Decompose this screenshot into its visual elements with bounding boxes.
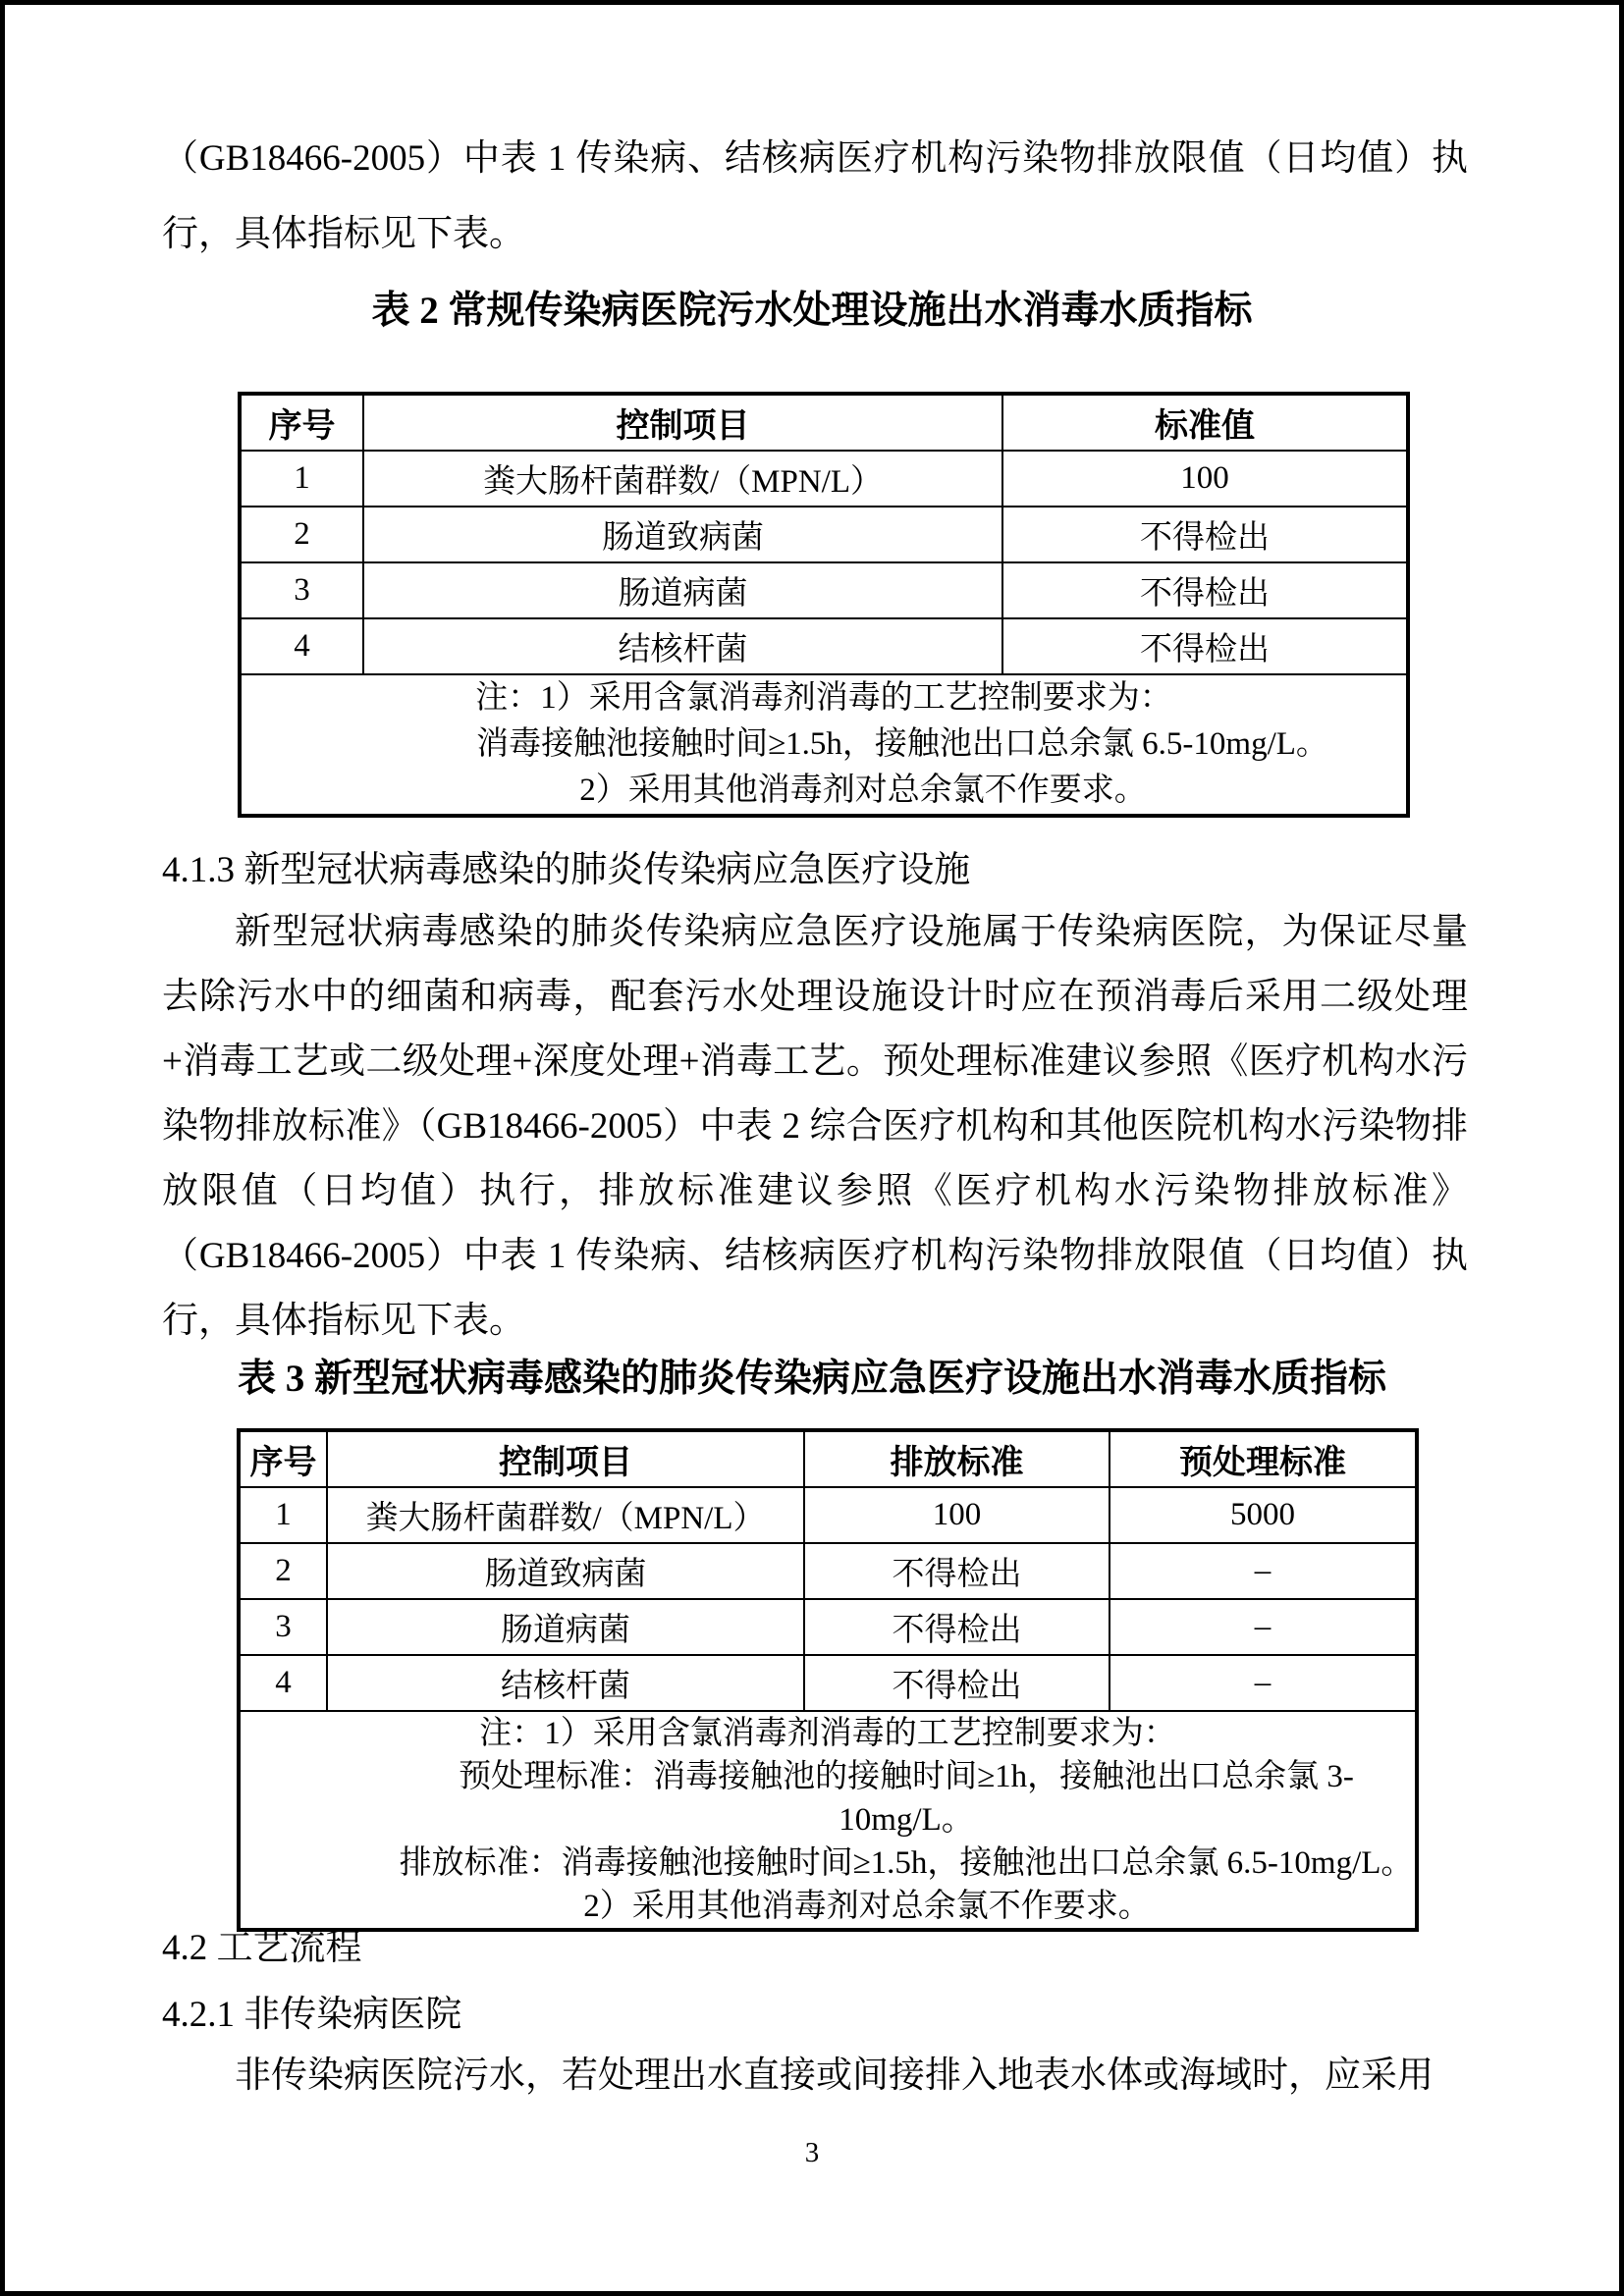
table3	[237, 1428, 1419, 1932]
table-cell: 4	[240, 618, 363, 674]
table2	[238, 392, 1410, 818]
table3-notes	[239, 1711, 1417, 1930]
table-cell: 100	[804, 1487, 1110, 1543]
table-cell: 不得检出	[804, 1599, 1110, 1655]
table-cell: –	[1110, 1655, 1417, 1711]
note-line: 排放标准：消毒接触池接触时间≥1.5h，接触池出口总余氯 6.5-10mg/L。	[399, 1845, 1414, 1881]
table-cell: 4	[239, 1655, 327, 1711]
table2-notes	[240, 674, 1408, 816]
section-4-2-1-heading: 4.2.1 非传染病医院	[162, 1995, 462, 2035]
table-cell: 2	[239, 1543, 327, 1599]
note-line: 注：1）采用含氯消毒剂消毒的工艺控制要求为：	[475, 680, 1172, 716]
table-cell: 不得检出	[1002, 562, 1408, 618]
table-row	[239, 1655, 1417, 1711]
note-line: 预处理标准：消毒接触池的接触时间≥1h，接触池出口总余氯 3-10mg/L。	[459, 1759, 1354, 1838]
table-cell: 不得检出	[804, 1543, 1110, 1599]
column-header-control-item: 控制项目	[363, 394, 1002, 451]
table2-title: 表 2 常规传染病医院污水处理设施出水消毒水质指标	[371, 290, 1253, 332]
table-cell: 肠道病菌	[363, 562, 1002, 618]
note-line: 2）采用其他消毒剂对总余氯不作要求。	[579, 773, 1147, 808]
table-cell: 不得检出	[1002, 507, 1408, 562]
section-4-2-1-paragraph: 非传染病医院污水，若处理出水直接或间接排入地表水体或海域时，应采用	[235, 2056, 1434, 2096]
table-cell: 不得检出	[1002, 618, 1408, 674]
note-line: 消毒接触池接触时间≥1.5h，接触池出口总余氯 6.5-10mg/L。	[476, 726, 1328, 762]
table-cell: 3	[239, 1599, 327, 1655]
table2-header-row	[240, 394, 1408, 451]
table-cell: 粪大肠杆菌群数/（MPN/L）	[327, 1487, 804, 1543]
table-cell: 粪大肠杆菌群数/（MPN/L）	[363, 451, 1002, 507]
section-4-1-3-paragraph: 新型冠状病毒感染的肺炎传染病应急医疗设施属于传染病医院，为保证尽量去除污水中的细菌和病毒，配套污水处理设施设计时应在预消毒后采用二级处理+消毒工艺或二级处理+深度处理+消毒工艺。预处理标准建议参照《医疗机构水污染物排放标准》（GB18466-2005）中表 2 综合医疗机构和其他医院机构水污染物排放限值（日均值）执行，排放标准建议参照《医疗机构水污染物排放标准》（GB18466-2005）中表 1 传染病、结核病医疗机构污染物排放限值（日均值）执行，具体指标见下表。	[162, 912, 1468, 1341]
table-cell: 2	[240, 507, 363, 562]
section-4-2-heading: 4.2 工艺流程	[162, 1928, 362, 1968]
column-header-control-item: 控制项目	[327, 1430, 804, 1487]
table-row	[240, 451, 1408, 507]
table-row	[239, 1599, 1417, 1655]
table3-title: 表 3 新型冠状病毒感染的肺炎传染病应急医疗设施出水消毒水质指标	[237, 1358, 1386, 1400]
table-cell: 不得检出	[804, 1655, 1110, 1711]
table-cell: –	[1110, 1599, 1417, 1655]
table-cell: 结核杆菌	[363, 618, 1002, 674]
table-cell: 100	[1002, 451, 1408, 507]
column-header-seq: 序号	[240, 394, 363, 451]
column-header-discharge-standard: 排放标准	[804, 1430, 1110, 1487]
table-row	[240, 507, 1408, 562]
table-row	[239, 1543, 1417, 1599]
intro-paragraph: （GB18466-2005）中表 1 传染病、结核病医疗机构污染物排放限值（日均值）执行，具体指标见下表。	[162, 138, 1468, 254]
table-cell: 肠道致病菌	[327, 1543, 804, 1599]
column-header-standard-value: 标准值	[1002, 394, 1408, 451]
table-cell: 1	[239, 1487, 327, 1543]
table-cell: 结核杆菌	[327, 1655, 804, 1711]
table3-notes-row	[239, 1711, 1417, 1930]
table-cell: 1	[240, 451, 363, 507]
table-cell: 5000	[1110, 1487, 1417, 1543]
page-number: 3	[804, 2137, 820, 2168]
note-line: 注：1）采用含氯消毒剂消毒的工艺控制要求为：	[479, 1716, 1176, 1751]
table2-notes-row	[240, 674, 1408, 816]
table3-header-row	[239, 1430, 1417, 1487]
section-4-1-3-heading: 4.1.3 新型冠状病毒感染的肺炎传染病应急医疗设施	[162, 850, 971, 890]
table-cell: –	[1110, 1543, 1417, 1599]
table-cell: 肠道致病菌	[363, 507, 1002, 562]
column-header-pretreatment-standard: 预处理标准	[1110, 1430, 1417, 1487]
table-row	[240, 562, 1408, 618]
table-row	[240, 618, 1408, 674]
note-line: 2）采用其他消毒剂对总余氯不作要求。	[583, 1889, 1151, 1924]
table-row	[239, 1487, 1417, 1543]
table-cell: 3	[240, 562, 363, 618]
table-cell: 肠道病菌	[327, 1599, 804, 1655]
column-header-seq: 序号	[239, 1430, 327, 1487]
